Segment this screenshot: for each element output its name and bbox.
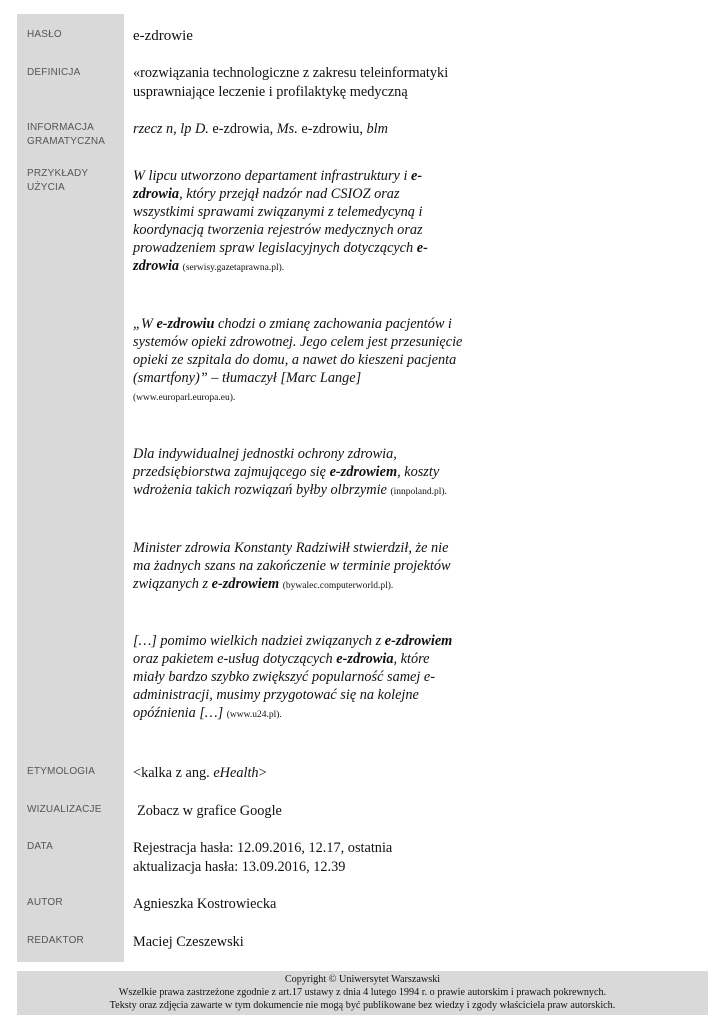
example-3-text: Dla indywidualnej jednostki ochrony zdrowia, przedsiębiorstwa zajmującego się [133, 446, 397, 480]
headword-label: HASŁO [27, 29, 62, 40]
example-4 [133, 539, 463, 595]
example-4-bold: e-zdrowiem [211, 576, 280, 592]
headword-value: e-zdrowie [133, 28, 193, 44]
etymology-source-word: eHealth [213, 765, 259, 781]
copyright-line: Copyright © Uniwersytet Warszawski [284, 974, 441, 985]
editor-value: Maciej Czeszewski [133, 934, 244, 950]
example-5-text-2: oraz pakietem e-usług dotyczących [133, 651, 337, 667]
etymology-prefix: <kalka z ang. [133, 765, 214, 781]
example-5-bold-2: e-zdrowia [336, 651, 394, 667]
grammar-part1: rzecz n, lp D. [133, 121, 209, 137]
example-2 [133, 315, 463, 407]
definition-label: DEFINICJA [27, 67, 81, 78]
example-2-bold: e-zdrowiu [156, 316, 215, 332]
author-value: Agnieszka Kostrowiecka [133, 896, 277, 912]
rights-line: Wszelkie prawa zastrzeżone zgodnie z art.17 ustawy z dnia 4 lutego 1994 r. o prawie autorskim i prawach pokrewnych. [118, 987, 607, 999]
grammar-part4: e-zdrowiu, [297, 121, 367, 137]
example-3 [133, 445, 463, 501]
example-3-bold: e-zdrowiem [329, 464, 398, 480]
example-1 [133, 167, 463, 277]
definition-value: «rozwiązania technologiczne z zakresu teleinformatyki usprawniające leczenie i profilaktykę medyczną [133, 65, 449, 100]
example-5 [133, 632, 463, 724]
author-label: AUTOR [27, 897, 63, 908]
example-5-text-3: , które miały bardzo szybko zwiększyć popularność samej e-administracji, musimy przygotować się na kolejne opóźnienia […] [133, 651, 436, 721]
etymology-label: ETYMOLOGIA [27, 766, 96, 777]
examples-label: PRZYKŁADY UŻYCIA [27, 168, 89, 193]
copyright-footer [17, 971, 708, 1015]
example-5-source: (www.u24.pl). [226, 710, 282, 720]
example-5-text: […] pomimo wielkich nadziei związanych z [133, 633, 385, 649]
grammar-part2: e-zdrowia, [208, 121, 277, 137]
example-3-source: (innpoland.pl). [390, 487, 447, 497]
date-label: DATA [27, 841, 53, 852]
example-4-text: Minister zdrowia Konstanty Radziwiłł stwierdził, że nie ma żadnych szans na zakończenie w terminie projektów związanych z [133, 540, 451, 592]
etymology-value [133, 764, 463, 783]
example-1-bold-2: e-zdrowia [133, 240, 428, 274]
example-1-text-2: , który przejął nadzór nad CSIOZ oraz wszystkimi sprawami związanymi z telemedycyną i koordynacją tworzenia rejestrów medycznych oraz prowadzeniem spraw legislacyjnych dotyczących [133, 186, 423, 256]
etymology-suffix: > [258, 765, 267, 781]
publication-notice-line: Teksty oraz zdjęcia zawarte w tym dokumencie nie mogą być publikowane bez wiedzy i zgody właściciela praw autorskich. [109, 1000, 616, 1012]
example-2-source: (www.europarl.europa.eu). [133, 393, 236, 403]
example-5-bold: e-zdrowiem [384, 633, 453, 649]
date-value: Rejestracja hasła: 12.09.2016, 12.17, ostatnia aktualizacja hasła: 13.09.2016, 12.39 [133, 840, 393, 875]
example-2-text-2: chodzi o zmianę zachowania pacjentów i systemów opieki zdrowotnej. Jego celem jest przesunięcie opieki ze szpitala do domu, a nawet do kieszeni pacjenta (smartfony)” – tłumaczył [Marc Lange] [133, 316, 463, 386]
example-3-text-2: , koszty wdrożenia takich rozwiązań byłby olbrzymie [133, 464, 440, 498]
example-1-source: (serwisy.gazetaprawna.pl). [182, 263, 285, 273]
grammar-value [133, 120, 493, 139]
label-column [17, 14, 124, 962]
editor-label: REDAKTOR [27, 935, 84, 946]
visualizations-value [137, 802, 467, 821]
grammar-label: INFORMACJA GRAMATYCZNA [27, 122, 106, 147]
example-4-source: (bywalec.computerworld.pl). [282, 581, 394, 591]
visualizations-label: WIZUALIZACJE [27, 804, 102, 815]
example-1-bold: e-zdrowia [133, 168, 423, 202]
example-1-text: W lipcu utworzono departament infrastruktury i [133, 168, 411, 184]
grammar-part5: blm [366, 121, 388, 137]
google-images-link[interactable]: Zobacz w grafice Google [137, 803, 282, 819]
grammar-part3: Ms. [276, 121, 298, 137]
example-2-text: „W [133, 316, 157, 332]
